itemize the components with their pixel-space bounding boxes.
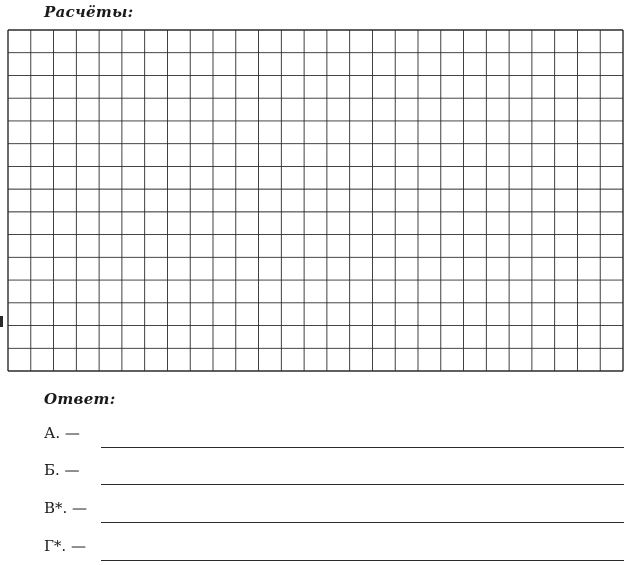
answer-row-b bbox=[44, 461, 624, 485]
answer-row-g bbox=[44, 537, 624, 561]
answer-label-a: А. — bbox=[44, 424, 80, 442]
answer-line-a[interactable] bbox=[101, 447, 624, 448]
answer-line-v[interactable] bbox=[101, 522, 624, 523]
answer-row-v bbox=[44, 499, 624, 523]
answer-label-b: Б. — bbox=[44, 461, 80, 479]
margin-mark bbox=[0, 316, 3, 327]
answer-line-g[interactable] bbox=[101, 560, 624, 561]
answer-line-b[interactable] bbox=[101, 484, 624, 485]
answer-label-v: В*. — bbox=[44, 499, 88, 517]
answer-row-a bbox=[44, 424, 624, 448]
answer-label-g: Г*. — bbox=[44, 537, 86, 555]
calculations-heading: Расчёты: bbox=[44, 3, 134, 21]
answer-heading: Ответ: bbox=[44, 390, 116, 408]
grid-lines bbox=[8, 30, 623, 371]
